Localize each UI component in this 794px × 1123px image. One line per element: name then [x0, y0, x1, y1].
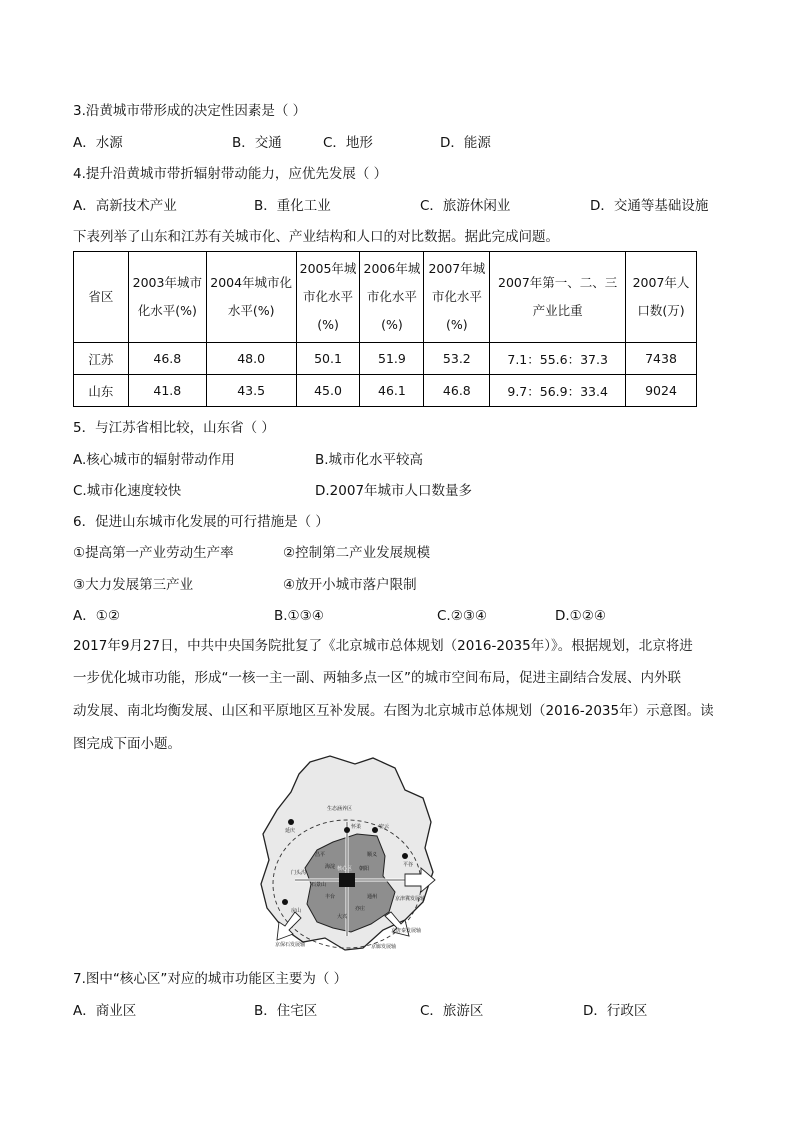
map-label: 朝阳 [359, 866, 370, 872]
header-industry-ratio: 2007年第一、二、三 产业比重 [490, 252, 626, 343]
q3-option-c: C．地形 [323, 135, 373, 151]
q4-option-d: D．交通等基础设施 [590, 198, 709, 214]
q6-option-d: D.①②④ [555, 608, 606, 624]
map-label: 密云 [379, 824, 390, 830]
q5-option-c: C.城市化速度较快 [73, 483, 182, 499]
header-2007: 2007年城 市化水平 (%) [424, 252, 490, 343]
q7-stem: 7.图中“核心区”对应的城市功能区主要为（ ） [73, 971, 348, 987]
q6-option-a: A．①② [73, 608, 120, 624]
table-cell: 43.5 [206, 375, 296, 407]
q5-option-a: A.核心城市的辐射带动作用 [73, 452, 235, 468]
q3-stem: 3.沿黄城市带形成的决定性因素是（ ） [73, 103, 307, 119]
header-province: 省区 [74, 252, 129, 343]
data-table [73, 251, 697, 407]
table-cell: 江苏 [74, 343, 129, 375]
map-label: 房山 [291, 908, 302, 914]
q6-item-1: ①提高第一产业劳动生产率 [73, 545, 234, 561]
q4-option-b: B．重化工业 [254, 198, 331, 214]
passage-line-3: 动发展、南北均衡发展、山区和平原地区互补发展。右图为北京城市总体规划（2016-2035年）示意图。读 [73, 703, 714, 719]
q3-option-b: B．交通 [232, 135, 282, 151]
beijing-plan-map [255, 752, 440, 952]
map-label: 大兴 [337, 914, 348, 920]
map-label: 石景山 [311, 882, 327, 888]
table-cell: 46.8 [424, 375, 490, 407]
q6-option-b: B.①③④ [274, 608, 324, 624]
table-cell: 46.8 [128, 343, 206, 375]
q5-option-b: B.城市化水平较高 [315, 452, 424, 468]
table-cell: 7.1：55.6：37.3 [490, 343, 626, 375]
table-cell: 45.0 [296, 375, 360, 407]
q6-stem: 6．促进山东城市化发展的可行措施是（ ） [73, 514, 329, 530]
table-cell: 9.7：56.9：33.4 [490, 375, 626, 407]
table-header-row [74, 252, 697, 343]
map-label: 怀柔 [351, 824, 362, 830]
map-label: 门头沟 [291, 870, 307, 876]
q4-stem: 4.提升沿黄城市带折辐射带动能力，应优先发展（ ） [73, 166, 388, 182]
table-cell: 山东 [74, 375, 129, 407]
q3-option-d: D．能源 [440, 135, 491, 151]
miyun-dot [372, 827, 378, 833]
header-population: 2007年人 口数(万) [626, 252, 697, 343]
q5-option-d: D.2007年城市人口数量多 [315, 483, 473, 499]
table-cell: 7438 [626, 343, 697, 375]
q7-option-b: B．住宅区 [254, 1003, 318, 1019]
map-label: 通州 [367, 894, 378, 900]
map-label: 核心区 [337, 866, 353, 872]
map-label: 京保石发展轴 [275, 942, 306, 948]
map-label: 丰台 [325, 894, 336, 900]
table-row-shandong [74, 375, 697, 407]
table-cell: 53.2 [424, 343, 490, 375]
map-label: 京唐秦发展轴 [391, 928, 422, 934]
fangshan-dot [282, 899, 288, 905]
passage-line-4: 图完成下面小题。 [73, 736, 181, 752]
table-cell: 50.1 [296, 343, 360, 375]
table-cell: 9024 [626, 375, 697, 407]
map-label: 亦庄 [355, 906, 366, 912]
map-label: 平谷 [403, 862, 414, 868]
q7-option-a: A．商业区 [73, 1003, 137, 1019]
q5-stem: 5．与江苏省相比较，山东省（ ） [73, 420, 275, 436]
map-label: 京廊发展轴 [371, 944, 397, 950]
map-label: 海淀 [325, 864, 336, 870]
q7-option-d: D．行政区 [583, 1003, 648, 1019]
table-cell: 51.9 [360, 343, 424, 375]
q6-item-4: ④放开小城市落户限制 [283, 577, 417, 593]
passage-line-2: 一步优化城市功能，形成“一核一主一副、两轴多点一区”的城市空间布局，促进主副结合发展、内外联 [73, 670, 681, 686]
header-2004: 2004年城市化 水平(%) [206, 252, 296, 343]
core-district-mark [339, 873, 355, 887]
table-cell: 48.0 [206, 343, 296, 375]
map-label: 昌平 [315, 852, 326, 858]
table-cell: 41.8 [128, 375, 206, 407]
header-2005: 2005年城 市化水平 (%) [296, 252, 360, 343]
q6-item-2: ②控制第二产业发展规模 [283, 545, 431, 561]
yanqing-dot [288, 819, 294, 825]
map-label: 延庆 [285, 828, 296, 834]
map-label: 京津冀发展轴 [395, 896, 426, 902]
header-2003: 2003年城市 化水平(%) [128, 252, 206, 343]
map-label: 顺义 [367, 852, 378, 858]
table-row-jiangsu [74, 343, 697, 375]
table-intro: 下表列举了山东和江苏有关城市化、产业结构和人口的对比数据。据此完成问题。 [73, 229, 559, 245]
table-cell: 46.1 [360, 375, 424, 407]
map-label: 生态涵养区 [327, 806, 353, 812]
q4-option-a: A．高新技术产业 [73, 198, 177, 214]
q3-option-a: A．水源 [73, 135, 123, 151]
header-2006: 2006年城 市化水平 (%) [360, 252, 424, 343]
q7-option-c: C．旅游区 [420, 1003, 484, 1019]
passage-line-1: 2017年9月27日，中共中央国务院批复了《北京城市总体规划（2016-2035年）》。根据规划，北京将进 [73, 638, 693, 654]
q6-item-3: ③大力发展第三产业 [73, 577, 194, 593]
q4-option-c: C．旅游休闲业 [420, 198, 511, 214]
q6-option-c: C.②③④ [437, 608, 488, 624]
huairou-dot [344, 827, 350, 833]
pinggu-dot [402, 853, 408, 859]
